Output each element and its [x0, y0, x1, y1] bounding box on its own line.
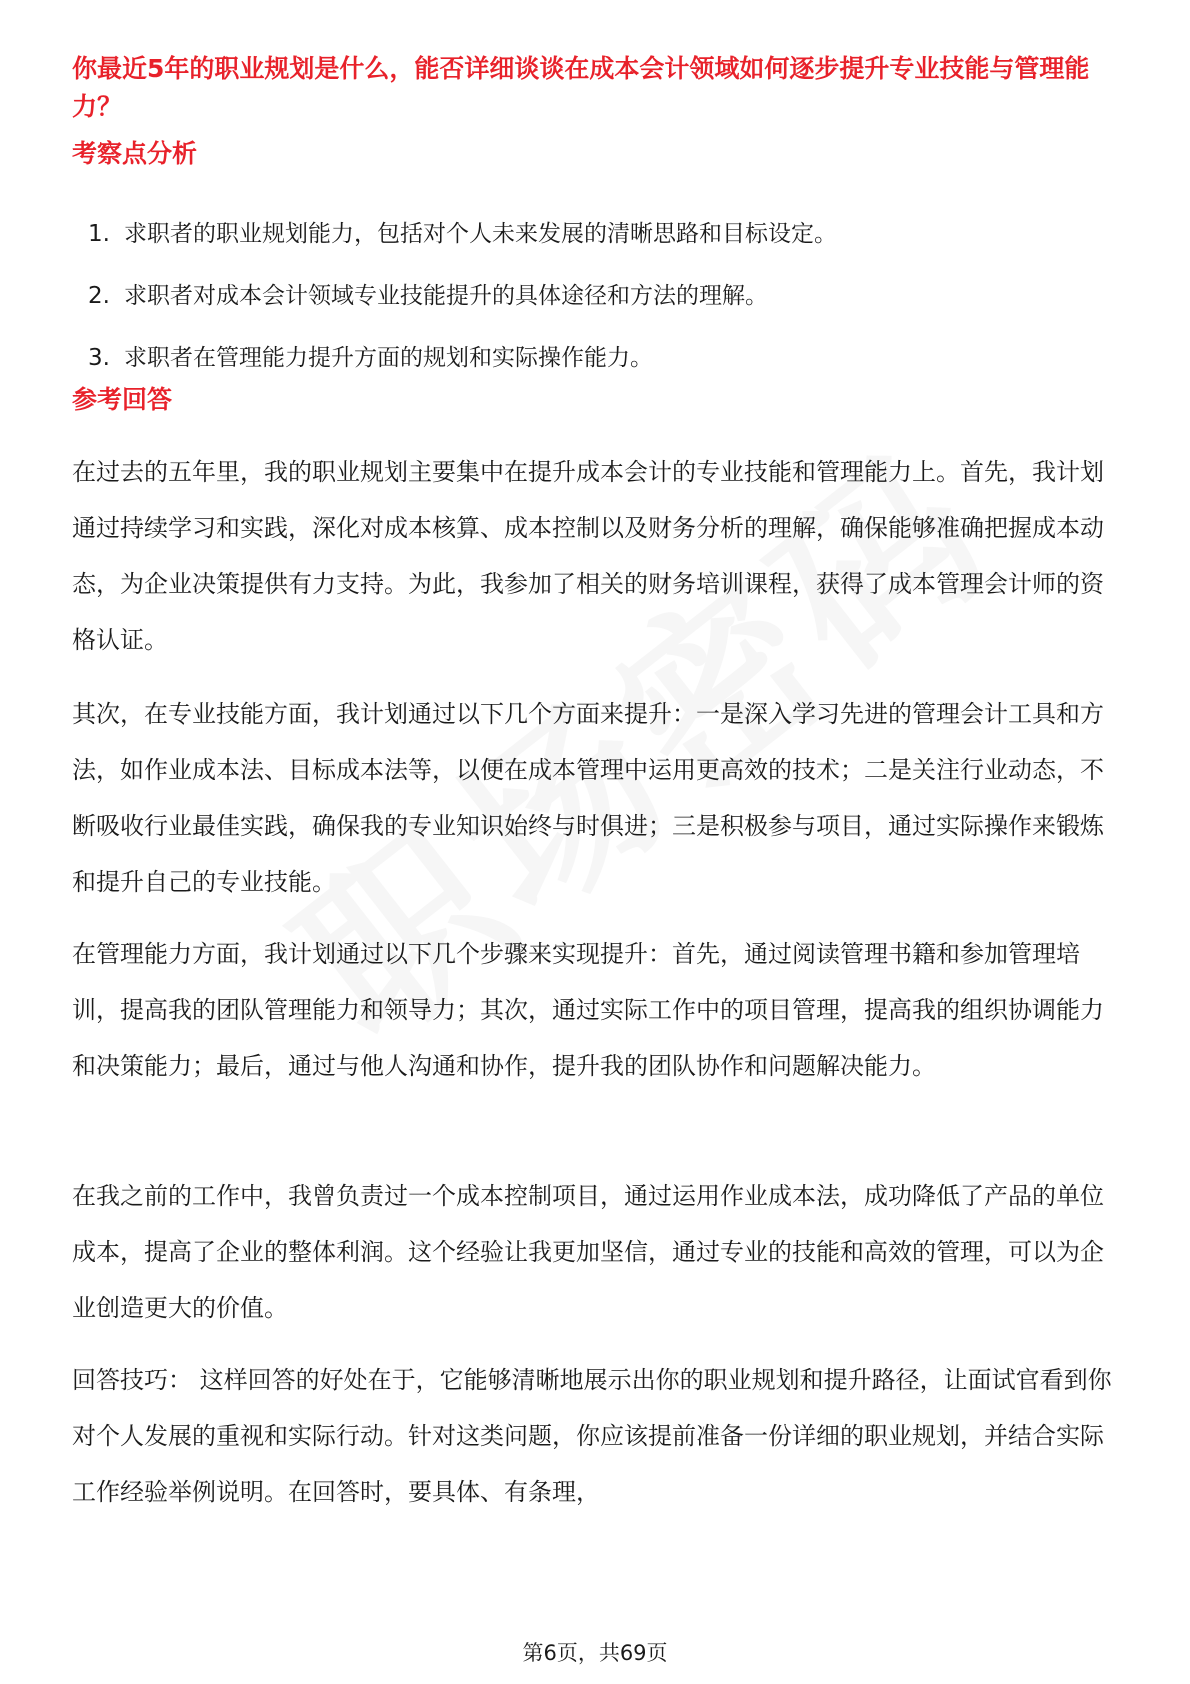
- answer-title: 参考回答: [72, 385, 173, 414]
- list-item-number: 3.: [88, 345, 110, 371]
- list-item-text: 求职者的职业规划能力，包括对个人未来发展的清晰思路和目标设定。: [124, 221, 837, 247]
- list-item-number: 2.: [88, 283, 110, 309]
- answer-paragraph: 其次，在专业技能方面，我计划通过以下几个方面来提升：一是深入学习先进的管理会计工具和方法，如作业成本法、目标成本法等，以便在成本管理中运用更高效的技术；二是关注行业动态，不断吸收行业最佳实践，确保我的专业知识始终与时俱进；三是积极参与项目，通过实际操作来锻炼和提升自己的专业技能。: [72, 700, 1104, 896]
- question-heading: 你最近5年的职业规划是什么，能否详细谈谈在成本会计领域如何逐步提升专业技能与管理能力？: [72, 54, 1090, 121]
- list-item: [88, 218, 1118, 280]
- list-item: [88, 342, 1118, 404]
- analysis-list: [88, 218, 1118, 404]
- analysis-title: 考察点分析: [72, 139, 198, 168]
- list-item-text: 求职者在管理能力提升方面的规划和实际操作能力。: [124, 345, 653, 371]
- answer-paragraph: 在过去的五年里，我的职业规划主要集中在提升成本会计的专业技能和管理能力上。首先，我计划通过持续学习和实践，深化对成本核算、成本控制以及财务分析的理解，确保能够准确把握成本动态，为企业决策提供有力支持。为此，我参加了相关的财务培训课程，获得了成本管理会计师的资格认证。: [72, 458, 1104, 654]
- answer-paragraph: 在我之前的工作中，我曾负责过一个成本控制项目，通过运用作业成本法，成功降低了产品的单位成本，提高了企业的整体利润。这个经验让我更加坚信，通过专业的技能和高效的管理，可以为企业创造更大的价值。: [72, 1182, 1104, 1322]
- page-number: 第6页，共69页: [522, 1641, 668, 1665]
- list-item: [88, 280, 1118, 342]
- list-item-number: 1.: [88, 221, 110, 247]
- answer-tips-paragraph: 回答技巧： 这样回答的好处在于，它能够清晰地展示出你的职业规划和提升路径，让面试官看到你对个人发展的重视和实际行动。针对这类问题，你应该提前准备一份详细的职业规划，并结合实际工作经验举例说明。在回答时，要具体、有条理，: [72, 1366, 1112, 1506]
- list-item-text: 求职者对成本会计领域专业技能提升的具体途径和方法的理解。: [124, 283, 768, 309]
- answer-paragraph: 在管理能力方面，我计划通过以下几个步骤来实现提升：首先，通过阅读管理书籍和参加管理培训，提高我的团队管理能力和领导力；其次，通过实际工作中的项目管理，提高我的组织协调能力和决策能力；最后，通过与他人沟通和协作，提升我的团队协作和问题解决能力。: [72, 940, 1104, 1080]
